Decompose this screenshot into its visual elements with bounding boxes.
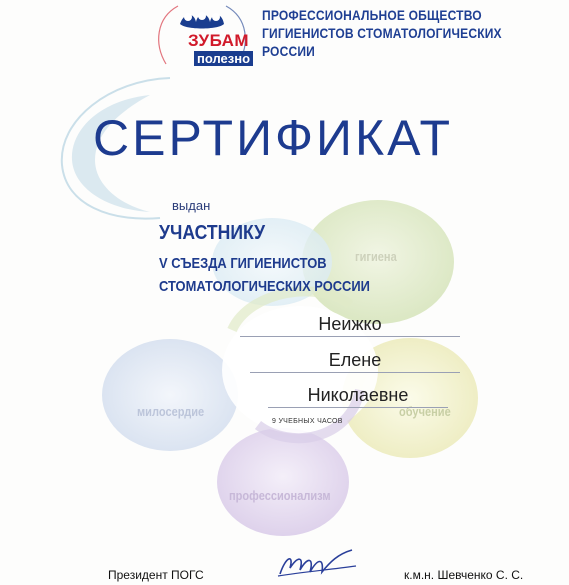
organization-name bbox=[262, 6, 520, 60]
certificate-title: СЕРТИФИКАТ bbox=[93, 110, 454, 166]
signatory-name: к.м.н. Шевченко С. С. bbox=[404, 568, 524, 582]
study-hours: 9 УЧЕБНЫХ ЧАСОВ bbox=[272, 418, 343, 425]
recipient-patronymic: Николаевне bbox=[268, 384, 448, 406]
petal-label-education: обучение bbox=[399, 404, 451, 419]
president-label: Президент ПОГС bbox=[108, 568, 204, 582]
recipient-title: УЧАСТНИКУ bbox=[159, 222, 266, 244]
logo-brand-text: ЗУБАМ bbox=[188, 31, 250, 50]
organization-line: РОССИИ bbox=[262, 43, 315, 59]
petal-label-hygiene: гигиена bbox=[355, 249, 397, 264]
petal-label-mercy: милосердие bbox=[137, 404, 205, 419]
recipient-line: V СЪЕЗДА ГИГИЕНИСТОВ bbox=[159, 255, 327, 272]
recipient-first-name: Елене bbox=[250, 349, 460, 371]
logo-sub-text: полезно bbox=[194, 51, 253, 66]
petal-label-professionalism: профессионализм bbox=[229, 488, 331, 503]
organization-line: ПРОФЕССИОНАЛЬНОЕ ОБЩЕСТВО bbox=[262, 7, 482, 23]
petal-professionalism bbox=[217, 428, 349, 536]
organization-line: ГИГИЕНИСТОВ СТОМАТОЛОГИЧЕСКИХ bbox=[262, 25, 502, 41]
signature-icon bbox=[272, 546, 362, 582]
issued-label: выдан bbox=[172, 198, 211, 213]
logo bbox=[148, 0, 256, 72]
recipient-surname: Неижко bbox=[240, 313, 460, 335]
recipient-line: СТОМАТОЛОГИЧЕСКИХ РОССИИ bbox=[159, 278, 370, 295]
petal-mercy bbox=[102, 339, 238, 451]
